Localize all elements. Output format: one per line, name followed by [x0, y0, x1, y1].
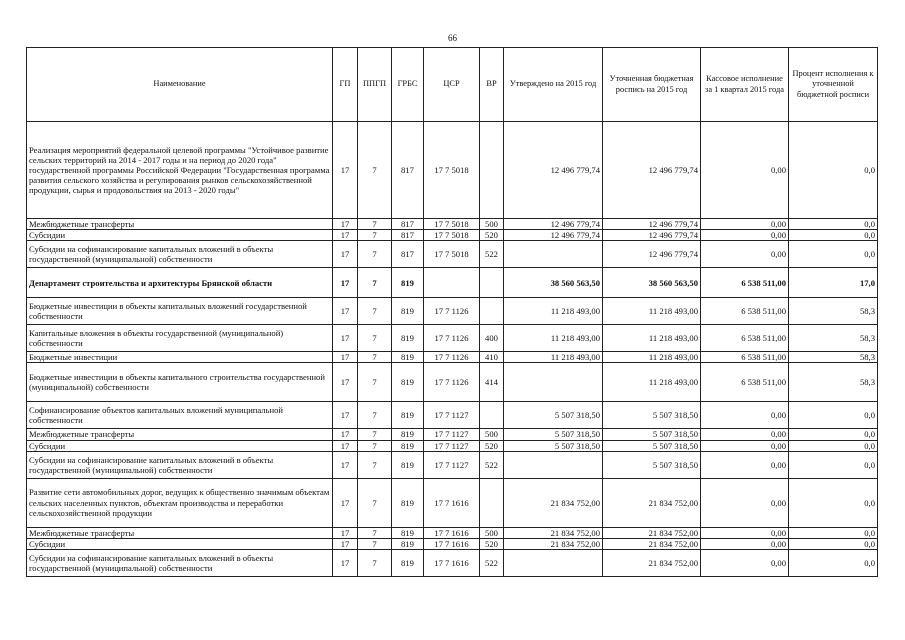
cell-vr — [480, 268, 504, 298]
cell-ppgp: 7 — [358, 440, 392, 451]
cell-grbs: 819 — [392, 451, 424, 478]
cell-name: Субсидии на софинансирование капитальных вложений в объекты государственной (муниципальной) собственности — [27, 451, 333, 478]
cell-ppgp: 7 — [358, 478, 392, 527]
cell-csr: 17 7 1127 — [424, 429, 480, 440]
cell-percent: 0,0 — [789, 122, 878, 219]
cell-csr: 17 7 1126 — [424, 363, 480, 402]
cell-cash: 6 538 511,00 — [701, 363, 789, 402]
cell-vr: 400 — [480, 325, 504, 352]
cell-approved: 11 218 493,00 — [504, 298, 603, 325]
cell-approved: 5 507 318,50 — [504, 440, 603, 451]
cell-vr: 520 — [480, 538, 504, 549]
cell-gp: 17 — [333, 219, 358, 230]
cell-gp: 17 — [333, 451, 358, 478]
cell-gp: 17 — [333, 440, 358, 451]
cell-grbs: 819 — [392, 440, 424, 451]
cell-gp: 17 — [333, 478, 358, 527]
cell-cash: 6 538 511,00 — [701, 352, 789, 363]
cell-csr: 17 7 1126 — [424, 352, 480, 363]
cell-cash: 6 538 511,00 — [701, 325, 789, 352]
cell-approved: 12 496 779,74 — [504, 230, 603, 241]
cell-cash: 0,00 — [701, 402, 789, 429]
cell-ppgp: 7 — [358, 230, 392, 241]
cell-grbs: 819 — [392, 429, 424, 440]
cell-ppgp: 7 — [358, 325, 392, 352]
cell-ppgp: 7 — [358, 241, 392, 268]
budget-table — [26, 47, 878, 577]
cell-name: Межбюджетные трансферты — [27, 527, 333, 538]
header-csr: ЦСР — [424, 48, 480, 122]
cell-vr — [480, 122, 504, 219]
cell-gp: 17 — [333, 538, 358, 549]
cell-approved — [504, 549, 603, 576]
cell-name: Реализация мероприятий федеральной целевой программы "Устойчивое развитие сельских территорий на 2014 - 2017 годы и на период до 2020 года" государственной программы Российской Федерации "Государственная программа развития сельского хозяйства и регулирования рынков сельскохозяйственной продукции, сырья и продовольствия на 2013 - 2020 годы" — [27, 122, 333, 219]
cell-vr: 522 — [480, 549, 504, 576]
cell-csr: 17 7 1616 — [424, 538, 480, 549]
cell-name: Субсидии — [27, 538, 333, 549]
cell-approved: 5 507 318,50 — [504, 429, 603, 440]
cell-vr: 500 — [480, 429, 504, 440]
cell-percent: 0,0 — [789, 429, 878, 440]
cell-approved — [504, 363, 603, 402]
cell-gp: 17 — [333, 402, 358, 429]
table-row — [27, 429, 878, 440]
cell-csr: 17 7 5018 — [424, 241, 480, 268]
cell-gp: 17 — [333, 230, 358, 241]
cell-percent: 58,3 — [789, 325, 878, 352]
cell-ppgp: 7 — [358, 527, 392, 538]
cell-refined: 21 834 752,00 — [603, 538, 701, 549]
cell-percent: 0,0 — [789, 527, 878, 538]
cell-gp: 17 — [333, 122, 358, 219]
cell-gp: 17 — [333, 363, 358, 402]
header-ppgp: ППГП — [358, 48, 392, 122]
cell-gp: 17 — [333, 352, 358, 363]
cell-grbs: 819 — [392, 538, 424, 549]
header-vr: ВР — [480, 48, 504, 122]
cell-cash: 6 538 511,00 — [701, 298, 789, 325]
table-row — [27, 538, 878, 549]
cell-csr: 17 7 1127 — [424, 402, 480, 429]
cell-percent: 58,3 — [789, 363, 878, 402]
cell-approved: 21 834 752,00 — [504, 538, 603, 549]
cell-name: Субсидии — [27, 230, 333, 241]
table-row — [27, 298, 878, 325]
cell-cash: 0,00 — [701, 527, 789, 538]
table-row — [27, 230, 878, 241]
cell-approved — [504, 241, 603, 268]
cell-ppgp: 7 — [358, 429, 392, 440]
table-row — [27, 549, 878, 576]
cell-name: Субсидии на софинансирование капитальных вложений в объекты государственной (муниципальной) собственности — [27, 241, 333, 268]
cell-name: Департамент строительства и архитектуры Брянской области — [27, 268, 333, 298]
cell-name: Субсидии на софинансирование капитальных вложений в объекты государственной (муниципальной) собственности — [27, 549, 333, 576]
cell-name: Бюджетные инвестиции — [27, 352, 333, 363]
cell-refined: 12 496 779,74 — [603, 230, 701, 241]
cell-percent: 0,0 — [789, 241, 878, 268]
table-row — [27, 122, 878, 219]
cell-name: Бюджетные инвестиции в объекты капитального строительства государственной (муниципальной) собственности — [27, 363, 333, 402]
cell-ppgp: 7 — [358, 538, 392, 549]
cell-refined: 21 834 752,00 — [603, 527, 701, 538]
cell-refined: 11 218 493,00 — [603, 325, 701, 352]
table-row — [27, 478, 878, 527]
cell-approved: 38 560 563,50 — [504, 268, 603, 298]
cell-ppgp: 7 — [358, 451, 392, 478]
header-row — [27, 48, 878, 122]
cell-grbs: 817 — [392, 122, 424, 219]
cell-grbs: 817 — [392, 219, 424, 230]
cell-approved: 12 496 779,74 — [504, 122, 603, 219]
cell-cash: 0,00 — [701, 230, 789, 241]
cell-gp: 17 — [333, 268, 358, 298]
table-row — [27, 352, 878, 363]
cell-gp: 17 — [333, 549, 358, 576]
cell-refined: 12 496 779,74 — [603, 219, 701, 230]
cell-gp: 17 — [333, 527, 358, 538]
cell-ppgp: 7 — [358, 268, 392, 298]
cell-name: Развитие сети автомобильных дорог, ведущих к общественно значимым объектам сельских населенных пунктов, объектам производства и переработки сельскохозяйственной продукции — [27, 478, 333, 527]
cell-grbs: 819 — [392, 402, 424, 429]
cell-csr: 17 7 5018 — [424, 219, 480, 230]
cell-cash: 6 538 511,00 — [701, 268, 789, 298]
header-gp: ГП — [333, 48, 358, 122]
cell-cash: 0,00 — [701, 451, 789, 478]
cell-ppgp: 7 — [358, 402, 392, 429]
cell-approved: 21 834 752,00 — [504, 527, 603, 538]
header-name: Наименование — [27, 48, 333, 122]
cell-percent: 58,3 — [789, 352, 878, 363]
cell-name: Субсидии — [27, 440, 333, 451]
cell-grbs: 819 — [392, 527, 424, 538]
cell-approved: 11 218 493,00 — [504, 325, 603, 352]
cell-refined: 12 496 779,74 — [603, 122, 701, 219]
cell-percent: 0,0 — [789, 549, 878, 576]
cell-vr: 414 — [480, 363, 504, 402]
header-percent: Процент исполнения к уточненной бюджетной росписи — [789, 48, 878, 122]
cell-vr — [480, 402, 504, 429]
cell-vr: 522 — [480, 241, 504, 268]
cell-name: Софинансирование объектов капитальных вложений муниципальной собственности — [27, 402, 333, 429]
table-row — [27, 241, 878, 268]
cell-vr — [480, 298, 504, 325]
header-approved: Утверждено на 2015 год — [504, 48, 603, 122]
cell-refined: 11 218 493,00 — [603, 363, 701, 402]
table-row — [27, 440, 878, 451]
cell-vr: 520 — [480, 230, 504, 241]
cell-approved: 11 218 493,00 — [504, 352, 603, 363]
cell-grbs: 817 — [392, 230, 424, 241]
cell-ppgp: 7 — [358, 122, 392, 219]
cell-vr: 520 — [480, 440, 504, 451]
cell-csr: 17 7 1127 — [424, 440, 480, 451]
cell-refined: 11 218 493,00 — [603, 352, 701, 363]
cell-cash: 0,00 — [701, 429, 789, 440]
cell-percent: 0,0 — [789, 440, 878, 451]
cell-approved — [504, 451, 603, 478]
cell-grbs: 819 — [392, 478, 424, 527]
cell-percent: 0,0 — [789, 219, 878, 230]
cell-percent: 0,0 — [789, 538, 878, 549]
cell-cash: 0,00 — [701, 478, 789, 527]
table-row — [27, 527, 878, 538]
cell-percent: 17,0 — [789, 268, 878, 298]
page-number: 66 — [448, 33, 457, 43]
cell-percent: 58,3 — [789, 298, 878, 325]
cell-csr: 17 7 1616 — [424, 549, 480, 576]
cell-ppgp: 7 — [358, 549, 392, 576]
table-row — [27, 219, 878, 230]
cell-cash: 0,00 — [701, 549, 789, 576]
cell-ppgp: 7 — [358, 363, 392, 402]
table-row — [27, 363, 878, 402]
cell-vr: 500 — [480, 527, 504, 538]
cell-vr: 410 — [480, 352, 504, 363]
cell-gp: 17 — [333, 429, 358, 440]
cell-approved: 21 834 752,00 — [504, 478, 603, 527]
cell-refined: 5 507 318,50 — [603, 451, 701, 478]
cell-vr: 522 — [480, 451, 504, 478]
cell-cash: 0,00 — [701, 241, 789, 268]
cell-refined: 5 507 318,50 — [603, 429, 701, 440]
table-row — [27, 402, 878, 429]
cell-csr: 17 7 5018 — [424, 230, 480, 241]
cell-csr: 17 7 5018 — [424, 122, 480, 219]
cell-refined: 12 496 779,74 — [603, 241, 701, 268]
cell-grbs: 819 — [392, 352, 424, 363]
cell-name: Межбюджетные трансферты — [27, 219, 333, 230]
header-cash: Кассовое исполнение за 1 квартал 2015 года — [701, 48, 789, 122]
cell-refined: 5 507 318,50 — [603, 440, 701, 451]
cell-percent: 0,0 — [789, 230, 878, 241]
cell-csr: 17 7 1127 — [424, 451, 480, 478]
cell-gp: 17 — [333, 298, 358, 325]
cell-percent: 0,0 — [789, 478, 878, 527]
cell-approved: 12 496 779,74 — [504, 219, 603, 230]
cell-percent: 0,0 — [789, 402, 878, 429]
cell-refined: 11 218 493,00 — [603, 298, 701, 325]
cell-name: Межбюджетные трансферты — [27, 429, 333, 440]
cell-vr: 500 — [480, 219, 504, 230]
cell-grbs: 819 — [392, 549, 424, 576]
header-grbs: ГРБС — [392, 48, 424, 122]
cell-cash: 0,00 — [701, 219, 789, 230]
cell-csr: 17 7 1126 — [424, 298, 480, 325]
cell-gp: 17 — [333, 325, 358, 352]
cell-approved: 5 507 318,50 — [504, 402, 603, 429]
cell-refined: 38 560 563,50 — [603, 268, 701, 298]
cell-refined: 21 834 752,00 — [603, 478, 701, 527]
cell-csr: 17 7 1126 — [424, 325, 480, 352]
cell-vr — [480, 478, 504, 527]
cell-csr: 17 7 1616 — [424, 478, 480, 527]
cell-cash: 0,00 — [701, 538, 789, 549]
cell-grbs: 819 — [392, 363, 424, 402]
cell-percent: 0,0 — [789, 451, 878, 478]
table-row — [27, 451, 878, 478]
cell-gp: 17 — [333, 241, 358, 268]
cell-name: Бюджетные инвестиции в объекты капитальных вложений государственной собственности — [27, 298, 333, 325]
cell-name: Капитальные вложения в объекты государственной (муниципальной) собственности — [27, 325, 333, 352]
cell-grbs: 819 — [392, 298, 424, 325]
cell-cash: 0,00 — [701, 440, 789, 451]
cell-ppgp: 7 — [358, 352, 392, 363]
cell-csr: 17 7 1616 — [424, 527, 480, 538]
table-row — [27, 268, 878, 298]
cell-grbs: 817 — [392, 241, 424, 268]
cell-refined: 5 507 318,50 — [603, 402, 701, 429]
header-refined: Уточненная бюджетная роспись на 2015 год — [603, 48, 701, 122]
cell-refined: 21 834 752,00 — [603, 549, 701, 576]
cell-csr — [424, 268, 480, 298]
cell-grbs: 819 — [392, 268, 424, 298]
cell-ppgp: 7 — [358, 219, 392, 230]
cell-grbs: 819 — [392, 325, 424, 352]
cell-cash: 0,00 — [701, 122, 789, 219]
cell-ppgp: 7 — [358, 298, 392, 325]
table-row — [27, 325, 878, 352]
